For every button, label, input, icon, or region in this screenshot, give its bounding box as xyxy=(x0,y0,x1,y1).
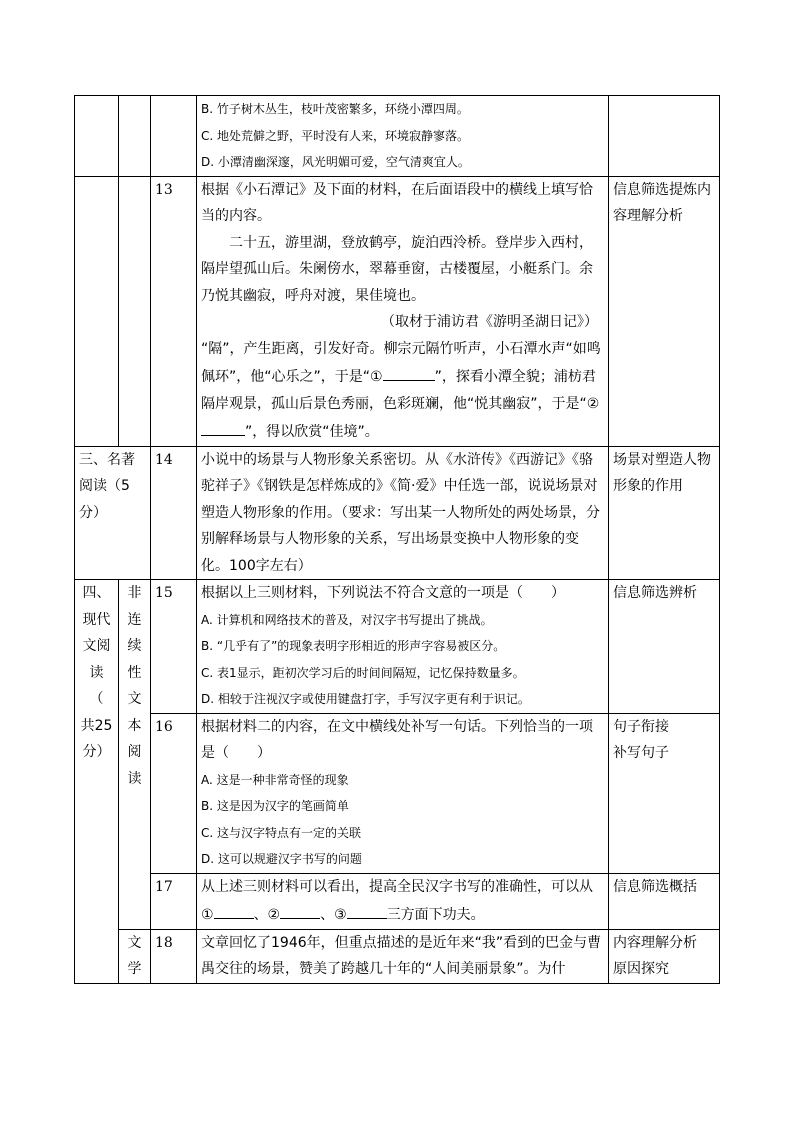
subsection-char: 文 xyxy=(127,934,142,951)
question-number: 18 xyxy=(151,929,197,983)
option-d: D. 这可以规避汉字书写的问题 xyxy=(201,852,362,866)
subsection-char: 非 xyxy=(127,585,142,601)
row-q14 xyxy=(75,446,720,580)
subsection-char: 本 xyxy=(127,717,142,734)
row-q18 xyxy=(75,929,720,983)
question-number: 13 xyxy=(151,176,197,446)
option-b: B. “几乎有了”的现象表明字形相近的形声字容易被区分。 xyxy=(201,639,506,653)
option-c: C. 表1显示，距初次学习后的时间间隔短，记忆保持数量多。 xyxy=(201,665,525,680)
exam-table xyxy=(74,95,720,984)
section-4-char: 文阅 xyxy=(82,638,111,654)
section-cell-empty xyxy=(75,96,119,177)
section-4-char: 四、 xyxy=(82,585,111,601)
aim-cell: 场景对塑造人物形象的作用 xyxy=(609,446,720,580)
aim-line: 原因探究 xyxy=(613,961,669,977)
subsection-cell-empty xyxy=(119,176,151,446)
blank-1[interactable] xyxy=(383,362,435,381)
subsection-char: 读 xyxy=(127,770,142,787)
section-4-char: 分） xyxy=(82,744,111,760)
row-q16 xyxy=(75,713,720,873)
subsection-char: 学 xyxy=(127,961,142,977)
blank-3-label: 、③ xyxy=(320,907,347,923)
subsection-char: 续 xyxy=(127,638,142,654)
question-content xyxy=(197,176,609,446)
blank-2[interactable] xyxy=(280,900,320,919)
option-a: A. 这是一种非常奇怪的现象 xyxy=(201,772,349,787)
question-number: 15 xyxy=(151,580,197,714)
question-text: 根据《小石潭记》及下面的材料，在后面语段中的横线上填写恰当的内容。 xyxy=(201,181,593,224)
option-a: A. 计算机和网络技术的普及，对汉字书写提出了挑战。 xyxy=(201,612,493,627)
question-number: 17 xyxy=(151,873,197,929)
subsection-char: 阅 xyxy=(127,744,142,760)
blank-1-label: ① xyxy=(201,907,214,923)
blank-2-label: ② xyxy=(586,395,600,412)
option-d: D. 小潭清幽深邃，风光明媚可爱，空气清爽宜人。 xyxy=(201,155,470,169)
fill-text-a: “隔”，产生距离，引发好奇。柳宗元隔竹听声，小石潭水声“如鸣佩环”，他“心乐之”，于是“ xyxy=(201,340,601,385)
fill-text-c: ”，得以欣赏“佳境”。 xyxy=(245,424,379,440)
section-4-char: 读 xyxy=(89,664,104,681)
blank-1-label: ① xyxy=(370,369,383,385)
option-b: B. 竹子树木丛生，枝叶茂密繁多，环绕小潭四周。 xyxy=(201,102,469,116)
question-text: 根据材料二的内容，在文中横线处补写一句话。下列恰当的一项是（ ） xyxy=(201,718,593,761)
aim-cell: 信息筛选提炼内容理解分析 xyxy=(609,176,720,446)
section-4-char: 共25 xyxy=(80,717,113,734)
question-text: 根据以上三则材料，下列说法不符合文意的一项是（ ） xyxy=(201,585,565,601)
aim-cell: 信息筛选辨析 xyxy=(609,580,720,714)
subsection-char: 文 xyxy=(127,691,142,707)
aim-line: 内容理解分析 xyxy=(613,934,697,951)
subsection-cell-empty xyxy=(119,96,151,177)
fill-paragraph xyxy=(201,336,604,446)
row-q12 xyxy=(75,96,720,177)
question-content xyxy=(197,580,609,714)
row-q15 xyxy=(75,580,720,714)
row-q17 xyxy=(75,873,720,929)
section-cell-empty xyxy=(75,176,119,446)
blank-3[interactable] xyxy=(347,900,387,919)
question-text-b: 三方面下功夫。 xyxy=(386,907,485,923)
subsection-char: 连 xyxy=(127,611,142,628)
section-4-label xyxy=(75,580,119,984)
aim-line: 补写句子 xyxy=(613,745,669,761)
material-passage: 二十五，游里湖，登放鹤亭，旋泊西泠桥。登岸步入西村，隔岸望孤山后。朱阑傍水，翠幕垂窗，古楼覆屋，小艇系门。余乃悦其幽寂，呼舟对渡，果佳境也。 xyxy=(201,234,593,304)
question-content xyxy=(197,873,609,929)
subsection-char: 性 xyxy=(127,664,142,681)
blank-2[interactable] xyxy=(201,417,245,436)
option-d: D. 相较于注视汉字或使用键盘打字，手写汉字更有利于识记。 xyxy=(201,692,530,706)
aim-cell xyxy=(609,96,720,177)
subsection-literary-text xyxy=(119,929,151,983)
question-content xyxy=(197,713,609,873)
material-source: （取材于浦访君《游明圣湖日记》） xyxy=(381,314,598,330)
section-title: 三、名著阅读（5分） xyxy=(75,446,151,580)
option-b: B. 这是因为汉字的笔画简单 xyxy=(201,799,349,813)
aim-line: 句子衔接 xyxy=(613,718,669,735)
fill-text-b: ”，探看小潭全貌；浦枋君隔岸观景，孤山后景色秀丽，色彩斑斓，他“悦其幽寂”，于是“ xyxy=(201,369,596,412)
question-text-a: 从上述三则材料可以看出，提高全民汉字书写的准确性，可以从 xyxy=(201,878,593,895)
blank-1[interactable] xyxy=(214,900,254,919)
option-c: C. 这与汉字特点有一定的关联 xyxy=(201,825,362,840)
blank-2-label: 、② xyxy=(253,907,281,923)
aim-cell: 信息筛选概括 xyxy=(609,873,720,929)
aim-cell xyxy=(609,929,720,983)
subsection-nonlinear-text xyxy=(119,580,151,930)
question-content xyxy=(197,96,609,177)
row-q13 xyxy=(75,176,720,446)
question-number: 14 xyxy=(151,446,197,580)
question-number-cell xyxy=(151,96,197,177)
section-4-char: （ xyxy=(89,691,104,707)
question-content: 文章回忆了1946年，但重点描述的是近年来“我”看到的巴金与曹禺交往的场景，赞美了跨越几十年的“人间美丽景象”。为什 xyxy=(197,929,609,983)
aim-cell xyxy=(609,713,720,873)
option-c: C. 地处荒僻之野，平时没有人来，环境寂静寥落。 xyxy=(201,128,470,143)
question-content: 小说中的场景与人物形象关系密切。从《水浒传》《西游记》《骆驼祥子》《钢铁是怎样炼成的》《简·爱》中任选一部，说说场景对塑造人物形象的作用。（要求：写出某一人物所处的两处场景，分别解释场景与人物形象的关系，写出场景变换中人物形象的变化。100字左右） xyxy=(197,446,609,580)
question-number: 16 xyxy=(151,713,197,873)
section-4-char: 现代 xyxy=(82,611,111,628)
